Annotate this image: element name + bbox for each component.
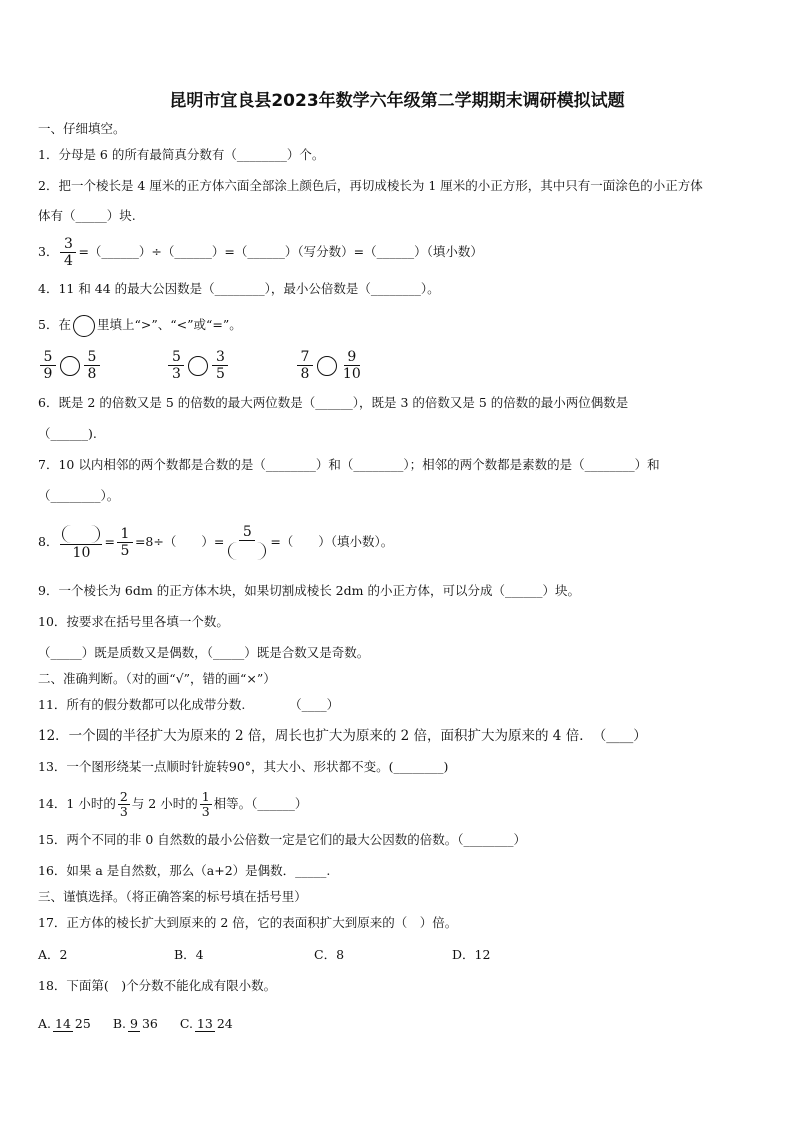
blank-box[interactable] <box>62 525 100 543</box>
fraction: $\frac{5}{8}$ <box>84 350 100 381</box>
compare-circle[interactable] <box>188 356 208 376</box>
fraction: 13 24 <box>196 1015 233 1031</box>
question-14-suffix: 相等。（______） <box>213 796 308 811</box>
fraction: 5 <box>226 525 268 560</box>
question-13: 13．一个图形绕某一点顺时针旋转90°，其大小、形状都不变。(________) <box>38 759 449 774</box>
question-8-number: 8． <box>38 534 59 549</box>
fraction: $\frac{9}{10}$ <box>342 349 361 382</box>
question-1: 1．分母是 6 的所有最简真分数有（________）个。 <box>38 147 325 162</box>
blank-box[interactable] <box>228 542 266 560</box>
option-b[interactable]: B. 9 36 <box>112 1015 158 1031</box>
question-8-middle: =8÷（ ）= <box>134 534 225 549</box>
question-2-line-1: 2．把一个棱长是 4 厘米的正方体六面全部涂上颜色后，再切成棱长为 1 厘米的小正方形，其中只有一面涂色的小正方体 <box>38 178 703 193</box>
fraction: $\frac{5}{9}$ <box>40 350 56 381</box>
question-18-options <box>38 1004 237 1044</box>
question-10-blanks: （_____）既是质数又是偶数，（_____）既是合数又是奇数。 <box>38 645 370 660</box>
fraction: $\frac{5}{3}$ <box>168 350 184 381</box>
fraction: $\frac{3}{4}$ <box>60 237 76 268</box>
question-14-prefix: 14．1 小时的 <box>38 796 116 811</box>
question-9: 9．一个棱长为 6dm 的正方体木块，如果切割成棱长 2dm 的小正方体，可以分成（______）块。 <box>38 583 580 598</box>
fraction: 9 36 <box>129 1015 158 1031</box>
question-5-prefix: 5．在 <box>38 317 71 332</box>
comparison-row <box>38 349 425 381</box>
fraction: $\frac{7}{8}$ <box>297 350 313 381</box>
section-heading-judge: 二、准确判断。（对的画“√”，错的画“×”） <box>38 671 276 686</box>
comparison-item <box>295 350 365 381</box>
compare-circle[interactable] <box>317 356 337 376</box>
section-heading-choice: 三、谨慎选择。（将正确答案的标号填在括号里） <box>38 889 307 904</box>
question-11: 11．所有的假分数都可以化成带分数. （____） <box>38 697 340 712</box>
question-7-line-1: 7．10 以内相邻的两个数都是合数的是（________）和（________）；相邻的两个数都是素数的是（________）和 <box>38 457 660 472</box>
question-6-line-2: （______). <box>38 426 97 441</box>
question-17-options <box>38 945 490 963</box>
question-3-text: =（______）÷（______）=（______）（写分数）=（______）（填小数） <box>78 244 483 259</box>
fraction: $\frac{1}{3}$ <box>201 788 210 819</box>
comparison-item <box>38 350 102 381</box>
question-14 <box>38 788 768 820</box>
compare-circle[interactable] <box>60 356 80 376</box>
section-heading-fill: 一、仔细填空。 <box>38 121 126 136</box>
question-2-line-2: 体有（_____）块. <box>38 208 136 223</box>
equals-sign: = <box>104 534 115 549</box>
fraction: $\frac{3}{5}$ <box>212 350 228 381</box>
option-c[interactable]: C．8 <box>314 947 345 962</box>
page-title: 昆明市宜良县2023年数学六年级第二学期期末调研模拟试题 <box>169 91 625 111</box>
fraction: $\frac{1}{5}$ <box>117 527 133 558</box>
question-18: 18．下面第( )个分数不能化成有限小数。 <box>38 978 277 993</box>
option-d[interactable]: D．12 <box>452 947 491 962</box>
fraction: 14 25 <box>55 1015 91 1031</box>
question-5 <box>38 314 768 337</box>
question-8-tail: =（ ）（填小数）。 <box>270 534 394 549</box>
option-c[interactable]: C. 13 24 <box>179 1015 233 1031</box>
question-7-line-2: （________）。 <box>38 488 120 503</box>
question-4: 4．11 和 44 的最大公因数是（________），最小公倍数是（________）。 <box>38 281 440 296</box>
question-14-middle: 与 2 小时的 <box>131 796 198 811</box>
question-3 <box>38 236 768 268</box>
option-b[interactable]: B．4 <box>174 947 204 962</box>
question-16: 16．如果 a 是自然数，那么（a+2）是偶数．_____. <box>38 863 331 878</box>
comparison-item <box>166 350 230 381</box>
question-5-suffix: 里填上“>”、“<”或“=”。 <box>96 317 242 332</box>
question-10: 10．按要求在括号里各填一个数。 <box>38 614 229 629</box>
question-12: 12．一个圆的半径扩大为原来的 2 倍，周长也扩大为原来的 2 倍，面积扩大为原来的 4 倍． （____） <box>38 728 647 744</box>
question-8 <box>38 522 768 562</box>
question-15: 15．两个不同的非 0 自然数的最小公倍数一定是它们的最大公因数的倍数。（________） <box>38 832 527 847</box>
question-3-number: 3． <box>38 244 59 259</box>
fraction: $\frac{2}{3}$ <box>119 788 128 819</box>
question-17: 17．正方体的棱长扩大到原来的 2 倍，它的表面积扩大到原来的（ ）倍。 <box>38 915 458 930</box>
question-6-line-1: 6．既是 2 的倍数又是 5 的倍数的最大两位数是（______），既是 3 的倍数又是 5 的倍数的最小两位偶数是 <box>38 395 629 410</box>
compare-circle[interactable] <box>73 315 95 337</box>
option-a[interactable]: A. 14 25 <box>38 1015 91 1031</box>
fraction: 10 <box>60 525 102 560</box>
option-a[interactable]: A．2 <box>38 947 68 962</box>
